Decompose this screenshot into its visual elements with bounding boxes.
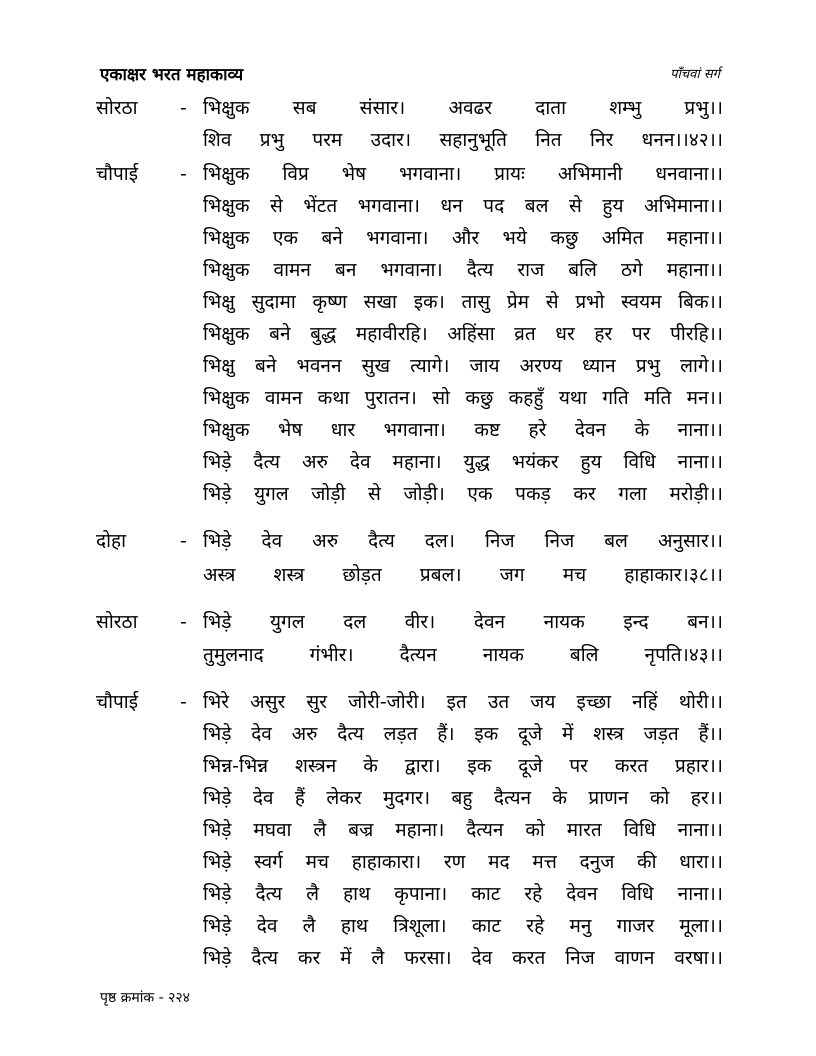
verse-line: भिक्षुक वामन कथा पुरातन। सो कछु कहहुँ यथा गति मति मन।। (203, 387, 723, 409)
verse-line: भिड़े युगल जोड़ी से जोड़ी। एक पकड़ कर गला मरोड़ी।। (203, 483, 723, 505)
verse-line: भिक्षु सुदामा कृष्ण सखा इक। तासु प्रेम से प्रभो स्वयम बिक।। (203, 291, 723, 313)
page-number: पृष्ठ क्रमांक - २२४ (100, 990, 190, 1006)
meter-dash: - (180, 97, 187, 119)
verse-line: भिक्षुक विप्र भेष भगवाना। प्रायः अभिमानी धनवाना।। (203, 163, 723, 185)
verse-line: भिड़े दैत्य अरु देव महाना। युद्ध भयंकर हुय विधि नाना।। (203, 451, 723, 473)
verse-line: भिक्षुक से भेंटत भगवाना। धन पद बल से हुय अभिमाना।। (203, 195, 723, 217)
meter-dash: - (180, 530, 187, 552)
verse-line: भिड़े स्वर्ग मच हाहाकारा। रण मद मत्त दनुज की धारा।। (203, 851, 723, 873)
meter-label: दोहा (96, 530, 127, 552)
verse-line: भिड़े दैत्य कर में लै फरसा। देव करत निज वाणन वरषा।। (203, 947, 723, 969)
verse-line: अस्त्र शस्त्र छोड़त प्रबल। जग मच हाहाकार।३८।। (203, 564, 723, 586)
verse-line: भिड़े मघवा लै बज्र महाना। दैत्यन को मारत विधि नाना।। (203, 819, 723, 841)
verse-line: भिड़े देव अरु दैत्य दल। निज निज बल अनुसार।। (203, 530, 723, 552)
verse-line: भिक्षु बने भवनन सुख त्यागे। जाय अरण्य ध्यान प्रभु लागे।। (203, 355, 723, 377)
chapter-label: पाँचवां सर्ग (670, 67, 720, 82)
verse-line: भिक्षुक वामन बन भगवाना। दैत्य राज बलि ठगे महाना।। (203, 259, 723, 281)
verse-line: भिरे असुर सुर जोरी-जोरी। इत उत जय इच्छा नहिं थोरी।। (203, 691, 723, 713)
verse-line: भिक्षुक एक बने भगवाना। और भये कछु अमित महाना।। (203, 227, 723, 249)
verse-line: भिड़े देव अरु दैत्य लड़त हैं। इक दूजे में शस्त्र जड़त हैं।। (203, 723, 723, 745)
meter-label: सोरठा (96, 97, 138, 119)
meter-label: चौपाई (96, 691, 139, 713)
meter-dash: - (180, 611, 187, 633)
verse-line: तुमुलनाद गंभीर। दैत्यन नायक बलि नृपति।४३।। (203, 644, 723, 666)
meter-dash: - (180, 691, 187, 713)
book-title: एकाक्षर भरत महाकाव्य (100, 65, 244, 85)
verse-line: शिव प्रभु परम उदार। सहानुभूति नित निर धनन।।४२।। (203, 129, 723, 151)
meter-label: सोरठा (96, 611, 138, 633)
verse-line: भिक्षुक भेष धार भगवाना। कष्ट हरे देवन के नाना।। (203, 419, 723, 441)
verse-line: भिक्षुक सब संसार। अवढर दाता शम्भु प्रभु।। (203, 97, 723, 119)
meter-label: चौपाई (96, 163, 139, 185)
verse-line: भिन्न-भिन्न शस्त्रन के द्वारा। इक दूजे पर करत प्रहार।। (203, 755, 723, 777)
verse-line: भिड़े देव हैं लेकर मुदगर। बहु दैत्यन के प्राणन को हर।। (203, 787, 723, 809)
verse-line: भिक्षुक बने बुद्ध महावीरहि। अहिंसा व्रत धर हर पर पीरहि।। (203, 323, 723, 345)
verse-line: भिड़े देव लै हाथ त्रिशूला। काट रहे मनु गाजर मूला।। (203, 915, 723, 937)
verse-line: भिड़े युगल दल वीर। देवन नायक इन्द बन।। (203, 611, 723, 633)
verse-line: भिड़े दैत्य लै हाथ कृपाना। काट रहे देवन विधि नाना।। (203, 883, 723, 905)
meter-dash: - (180, 163, 187, 185)
